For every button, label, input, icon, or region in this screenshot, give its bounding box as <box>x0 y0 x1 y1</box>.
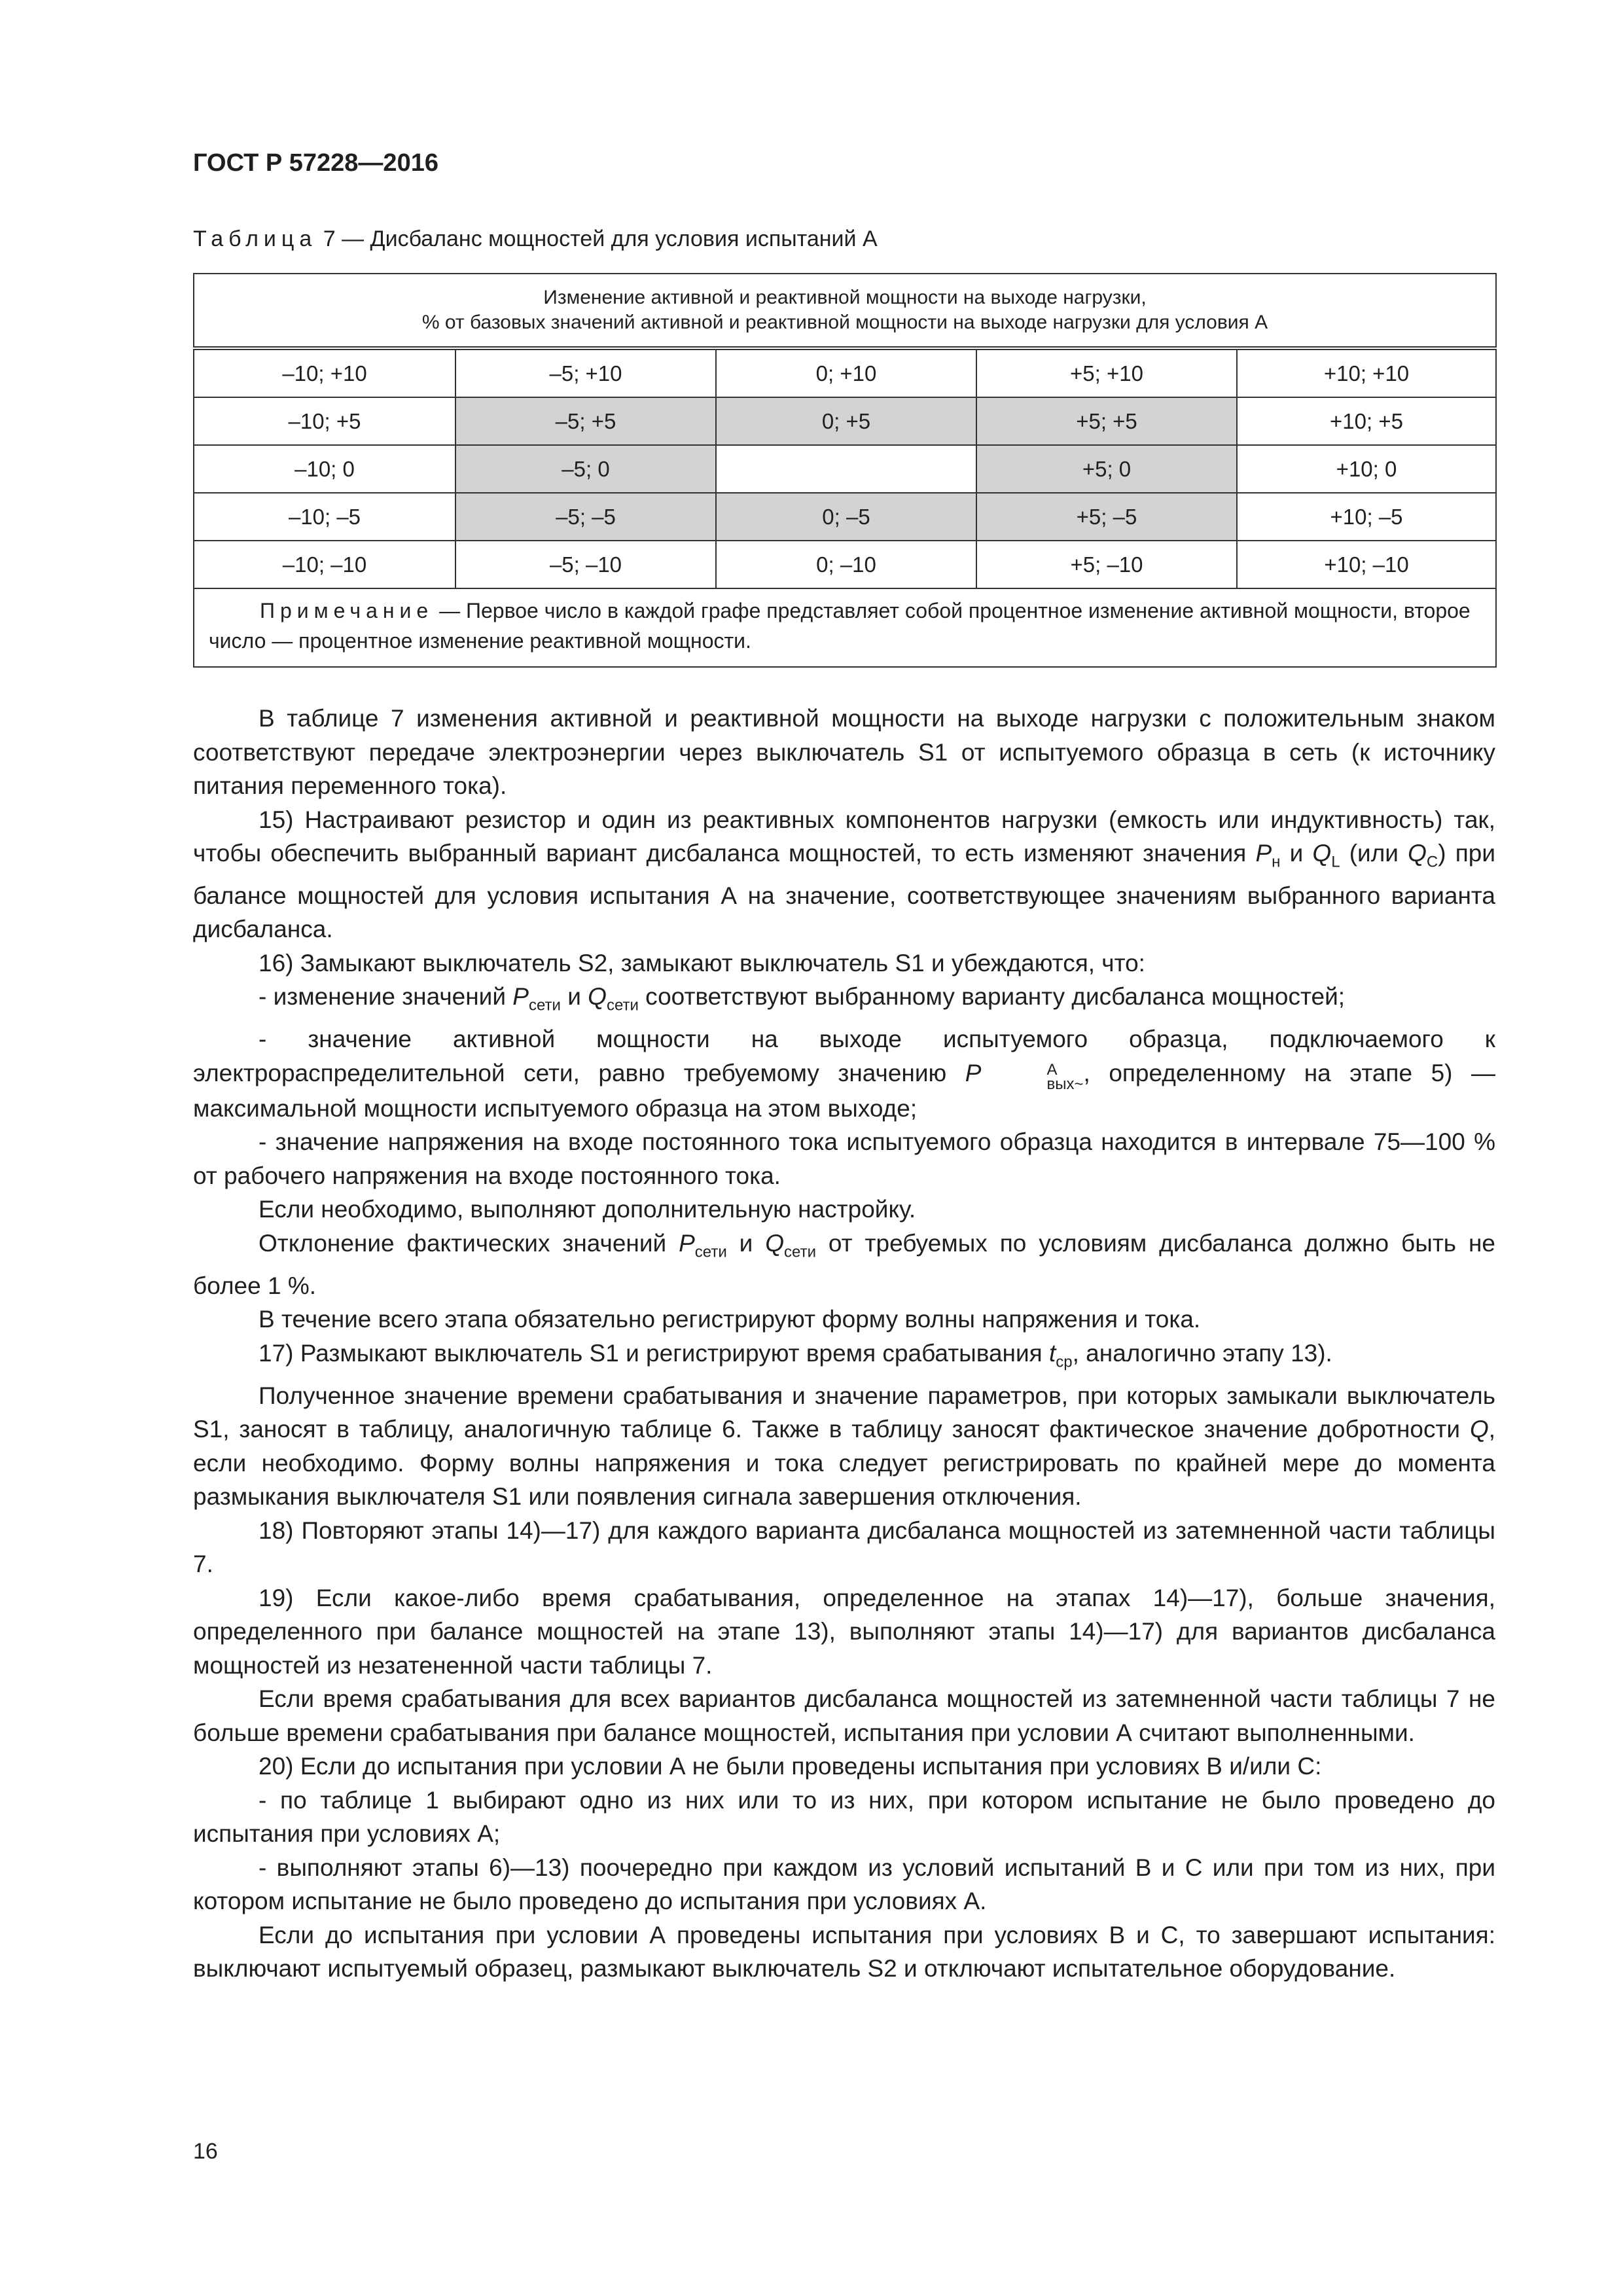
table-cell: +10; –5 <box>1237 493 1496 541</box>
body-text <box>193 702 1495 1986</box>
list-item <box>193 1022 1495 1125</box>
table-header-row <box>194 274 1496 348</box>
paragraph-step-16: 16) Замыкают выключатель S2, замыкают выключатель S1 и убеждаются, что: <box>259 949 1145 977</box>
text-run: ) при балансе мощностей для условия испытания А на значение, соответствующее значениям выбранного варианта дисбаланса. <box>193 840 1496 943</box>
text-run: , если необходимо. Форму волны напряжения и тока следует регистрировать по крайней мере до момента размыкания выключателя S1 или появления сигнала завершения отключения. <box>193 1416 1495 1511</box>
symbol-p: P <box>512 983 529 1011</box>
table-cell: 0; +10 <box>716 348 976 397</box>
power-imbalance-table-container <box>193 273 1495 668</box>
power-imbalance-table <box>193 273 1497 668</box>
table-row <box>194 397 1496 445</box>
table-cell: +10; +10 <box>1237 348 1496 397</box>
sup-sub-stack <box>981 1060 1084 1093</box>
table-note-text: — Первое число в каждой графе представляет собой процентное изменение активной мощности, второе число — процентное изменение реактивной мощности. <box>209 599 1471 653</box>
text-run: и <box>560 983 588 1011</box>
table-cell-shaded: +5; –5 <box>976 493 1237 541</box>
table-note-row <box>194 588 1496 667</box>
subscript: ср <box>1056 1353 1073 1371</box>
table-note-cell <box>194 588 1496 667</box>
paragraph-step-15 <box>193 803 1495 946</box>
table-row <box>194 348 1496 397</box>
subscript: L <box>1331 853 1340 871</box>
table-cell: +10; +5 <box>1237 397 1496 445</box>
paragraph-step-19: 19) Если какое-либо время срабатывания, определенное на этапах 14)—17), больше значения, определенного при балансе мощностей на этапе 13), выполняют этапы 14)—17) для вариантов дисбаланса мощностей из незатененной части таблицы 7. <box>193 1584 1495 1679</box>
table-cell-shaded: 0; +5 <box>716 397 976 445</box>
symbol-t: t <box>1048 1339 1056 1367</box>
subscript: сети <box>784 1243 816 1261</box>
symbol-p: P <box>679 1229 695 1257</box>
table-header-line-1: Изменение активной и реактивной мощности на выходе нагрузки, <box>543 287 1147 308</box>
table-caption-word: Таблица <box>193 226 317 251</box>
text-run: (или <box>1340 840 1408 867</box>
table-cell: –5; –10 <box>455 541 716 588</box>
list-item: - по таблице 1 выбирают одно из них или то из них, при котором испытание не было проведено до испытания при условиях А; <box>193 1786 1495 1848</box>
text-run: и <box>1280 840 1313 867</box>
paragraph-step-17 <box>193 1336 1495 1379</box>
table-row <box>194 493 1496 541</box>
table-cell-shaded: 0; –5 <box>716 493 976 541</box>
superscript: A <box>1046 1060 1058 1079</box>
subscript: сети <box>528 996 561 1014</box>
subscript: н <box>1272 853 1281 871</box>
paragraph <box>193 1379 1495 1514</box>
table-cell: –5; +10 <box>455 348 716 397</box>
table-note-word: Примечание <box>260 599 434 622</box>
table-cell-empty <box>716 445 976 493</box>
subscript: сети <box>606 996 639 1014</box>
table-caption <box>193 226 878 252</box>
list-item: - выполняют этапы 6)—13) поочередно при каждом из условий испытаний В и С или при том из них, при котором испытание не было проведено до испытания при условиях А. <box>193 1854 1495 1915</box>
paragraph: Если необходимо, выполняют дополнительную настройку. <box>259 1196 916 1223</box>
table-cell: +5; –10 <box>976 541 1237 588</box>
table-cell: –10; –5 <box>194 493 455 541</box>
table-cell: –10; 0 <box>194 445 455 493</box>
symbol-q: Q <box>1408 840 1427 867</box>
list-item <box>193 980 1495 1022</box>
page-header-doc-id: ГОСТ Р 57228—2016 <box>193 149 438 177</box>
text-run: 17) Размыкают выключатель S1 и регистрируют время срабатывания <box>259 1339 1049 1367</box>
text-run: , определенному на этапе 5) — максимальной мощности испытуемого образца на этом выходе; <box>193 1059 1496 1122</box>
paragraph-step-18: 18) Повторяют этапы 14)—17) для каждого варианта дисбаланса мощностей из затемненной части таблицы 7. <box>193 1516 1495 1578</box>
table-cell-shaded: +5; +5 <box>976 397 1237 445</box>
text-run: , аналогично этапу 13). <box>1072 1339 1332 1367</box>
paragraph-step-20: 20) Если до испытания при условии А не были проведены испытания при условиях В и/или С: <box>259 1753 1322 1780</box>
paragraph: В таблице 7 изменения активной и реактивной мощности на выходе нагрузки с положительным знаком соответствуют передаче электроэнергии через выключатель S1 от испытуемого образца в сеть (к источнику питания переменного тока). <box>193 705 1495 799</box>
text-run: Полученное значение времени срабатывания и значение параметров, при которых замыкали выключатель S1, заносят в таблицу, аналогичную таблице 6. Также в таблицу заносят фактическое значение добротности <box>193 1382 1495 1443</box>
table-header-line-2: % от базовых значений активной и реактивной мощности на выходе нагрузки для условия А <box>421 312 1268 333</box>
table-cell: +10; –10 <box>1237 541 1496 588</box>
table-row <box>194 445 1496 493</box>
symbol-q: Q <box>588 983 607 1011</box>
text-run: - изменение значений <box>259 983 513 1011</box>
page-number: 16 <box>193 2139 218 2164</box>
symbol-q: Q <box>1469 1416 1489 1443</box>
table-cell-shaded: –5; –5 <box>455 493 716 541</box>
paragraph: Если время срабатывания для всех вариантов дисбаланса мощностей из затемненной части таблицы 7 не больше времени срабатывания при балансе мощностей, испытания при условии А считают выполненными. <box>193 1685 1495 1746</box>
list-item: - значение напряжения на входе постоянного тока испытуемого образца находится в интервале 75—100 % от рабочего напряжения на входе постоянного тока. <box>193 1128 1495 1189</box>
symbol-p: P <box>1255 840 1272 867</box>
table-cell-shaded: +5; 0 <box>976 445 1237 493</box>
paragraph: В течение всего этапа обязательно регистрируют форму волны напряжения и тока. <box>259 1306 1201 1333</box>
table-cell: –10; +5 <box>194 397 455 445</box>
text-run: - значение активной мощности на выходе испытуемого образца, подключаемого к электрораспределительной сети, равно требуемому значению <box>193 1026 1495 1086</box>
text-run: и <box>726 1229 766 1257</box>
text-run: 15) Настраивают резистор и один из реактивных компонентов нагрузки (емкость или индуктивность) так, чтобы обеспечить выбранный вариант дисбаланса мощностей, то есть изменяют значения <box>193 806 1495 867</box>
table-row <box>194 541 1496 588</box>
subscript: C <box>1426 853 1438 871</box>
table-cell: +5; +10 <box>976 348 1237 397</box>
table-cell: 0; –10 <box>716 541 976 588</box>
symbol-q: Q <box>1312 840 1332 867</box>
text-run: соответствуют выбранному варианту дисбаланса мощностей; <box>638 983 1346 1011</box>
paragraph <box>193 1227 1495 1302</box>
table-header-cell <box>194 274 1496 348</box>
table-cell-shaded: –5; +5 <box>455 397 716 445</box>
subscript: сети <box>694 1243 727 1261</box>
table-cell: –10; +10 <box>194 348 455 397</box>
table-cell-shaded: –5; 0 <box>455 445 716 493</box>
subscript: вых~ <box>1046 1075 1084 1093</box>
paragraph: Если до испытания при условии А проведены испытания при условиях В и С, то завершают испытания: выключают испытуемый образец, размыкают выключатель S2 и отключают испытательное оборудование. <box>193 1921 1495 1982</box>
table-cell: –10; –10 <box>194 541 455 588</box>
symbol-p: P <box>965 1059 982 1086</box>
table-cell: +10; 0 <box>1237 445 1496 493</box>
table-caption-title: 7 — Дисбаланс мощностей для условия испытаний А <box>317 226 878 251</box>
symbol-q: Q <box>765 1229 785 1257</box>
text-run: от требуемых по условиям дисбаланса должно быть не более 1 %. <box>193 1229 1495 1299</box>
text-run: Отклонение фактических значений <box>259 1229 679 1257</box>
